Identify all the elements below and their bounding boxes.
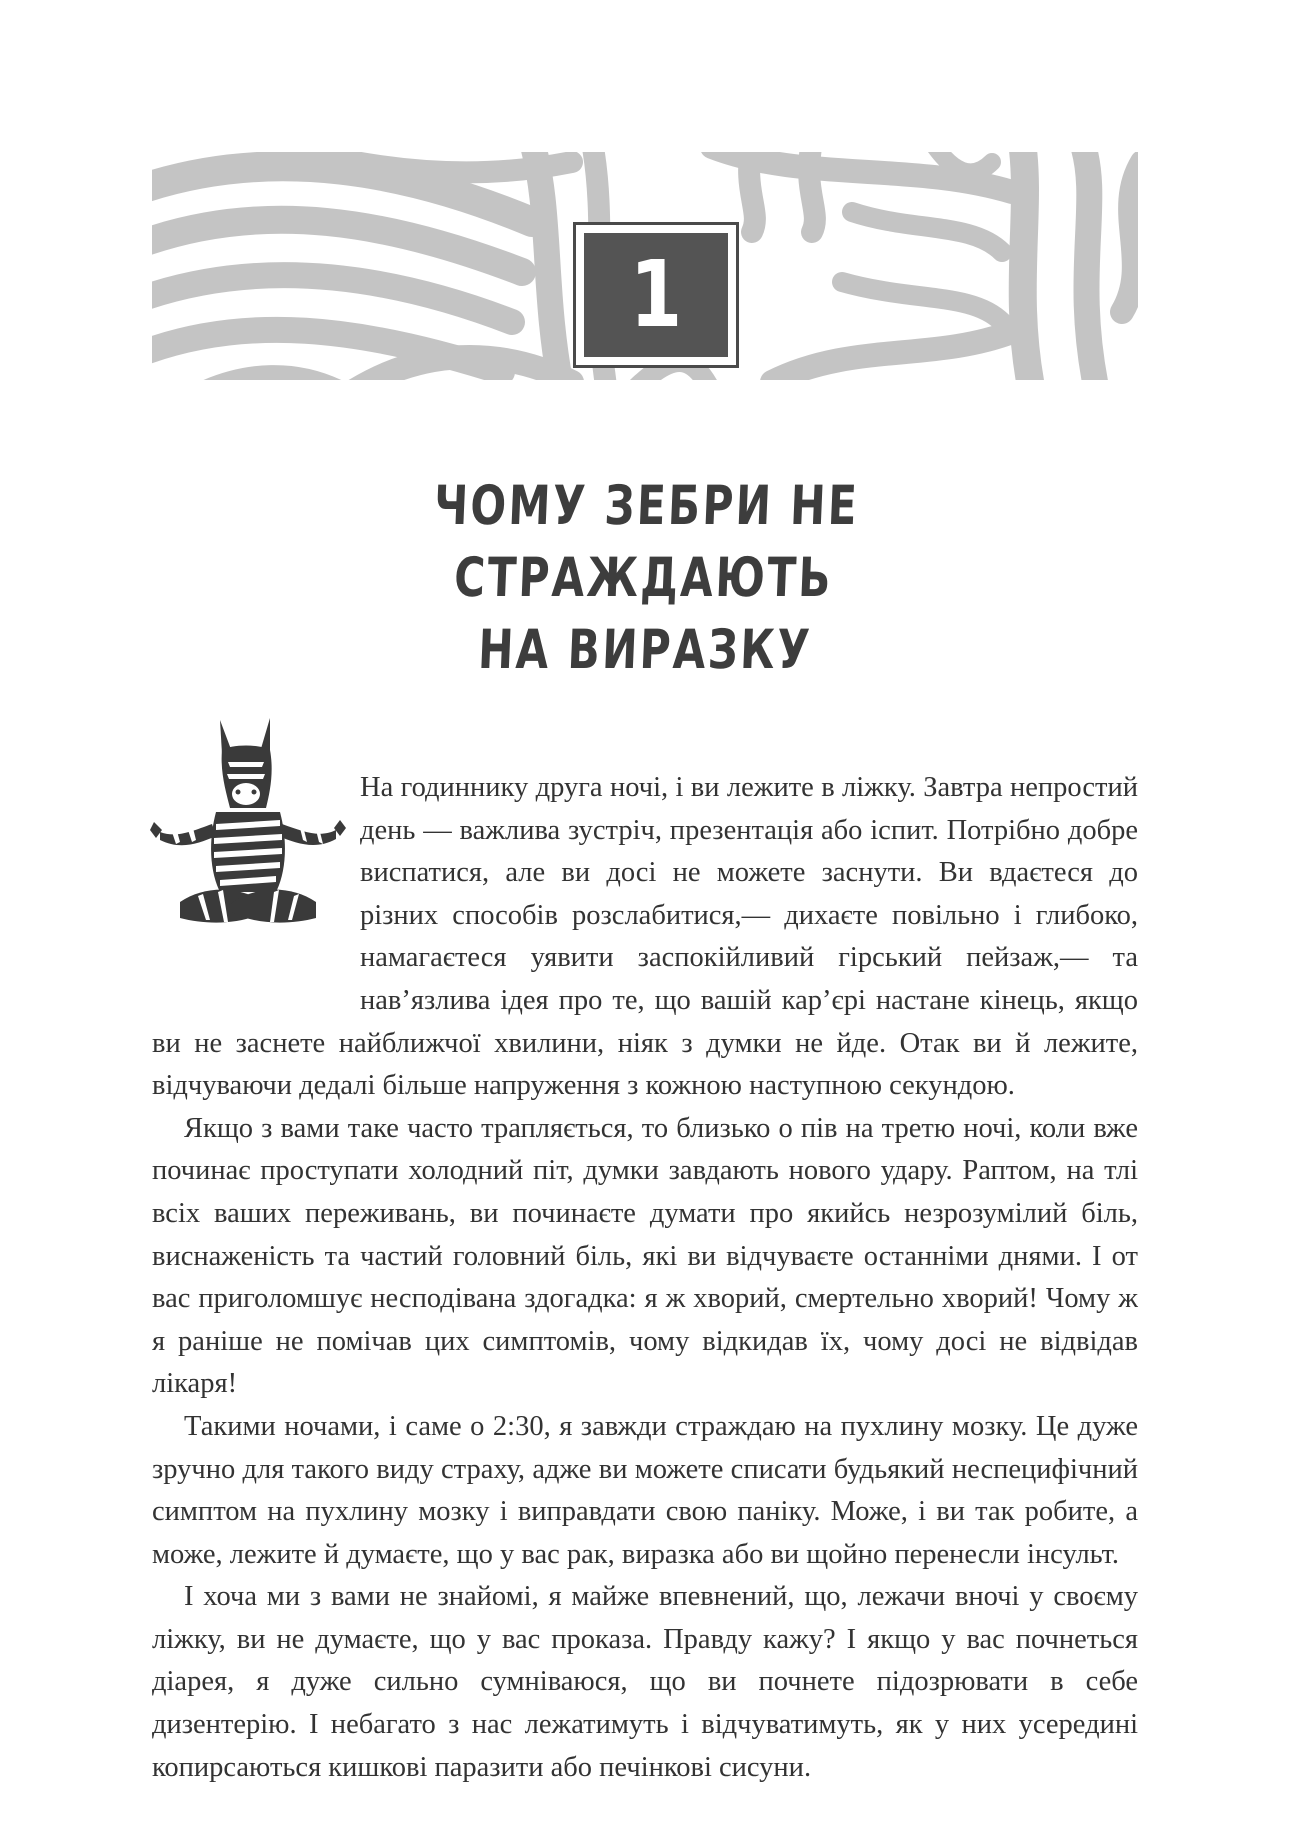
paragraph-2: Якщо з вами таке часто трапляється, то близько о пів на третю ночі, коли вже починає проступати холодний піт, думки завдають нового удару. Раптом, на тлі всіх ваших переживань, ви починаєте думати про якийсь незрозумілий біль, виснаженість та частий головний біль, які ви відчуваєте останніми днями. І от вас приголомшує несподівана здогадка: я ж хворий, смертельно хворий! Чому ж я раніше не помічав цих симптомів, чому відкидав їх, чому досі не відвідав лікаря! [152,1112,1138,1400]
illustration-spacer [152,767,360,980]
paragraph-3: Такими ночами, і саме о 2:30, я завжди страждаю на пухлину мозку. Це дуже зручно для такого виду страху, адже ви можете списати будьякий неспецифічний симптом на пухлину мозку і виправдати свою паніку. Може, і ви так робите, а може, лежите й думаєте, що у вас рак, виразка або ви щойно перенесли інсульт. [152,1410,1138,1570]
chapter-title-line-1: ЧОМУ ЗЕБРИ НЕ СТРАЖДАЮТЬ [432,474,861,609]
chapter-number-box [573,222,739,368]
chapter-number-panel [584,233,728,357]
chapter-number: 1 [629,241,683,348]
chapter-title [152,470,1138,686]
paragraph-4: І хоча ми з вами не знайомі, я майже впевнений, що, лежачи вночі у своєму ліжку, ви не думаєте, що у вас проказа. Правду кажу? І якщо у вас почнеться діарея, я дуже сильно сумніваюся, що ви почнете підозрювати в себе дизентерію. І небагато з нас лежатимуть і відчуватимуть, як у них усередині копирсаються кишкові паразити або печінкові сисуни. [152,1581,1138,1783]
chapter-title-line-2: НА ВИРАЗКУ [476,618,814,681]
body-text [152,767,1138,1789]
paragraph-1: На годиннику друга ночі, і ви лежите в ліжку. Завтра непростий день — важлива зустріч, презентація або іспит. Потрібно добре виспатися, але ви досі не можете заснути. Ви вдаєтеся до різних способів розслабитися,— дихаєте повільно і глибоко, намагаєтеся уявити заспокійливий гірський пейзаж,— та нав’язлива ідея про те, що вашій кар’єрі настане кінець, якщо ви не заснете найближчої хвилини, ніяк з думки не йде. Отак ви й лежите, відчуваючи дедалі більше напруження з кожною наступною секундою. [152,772,1138,1102]
